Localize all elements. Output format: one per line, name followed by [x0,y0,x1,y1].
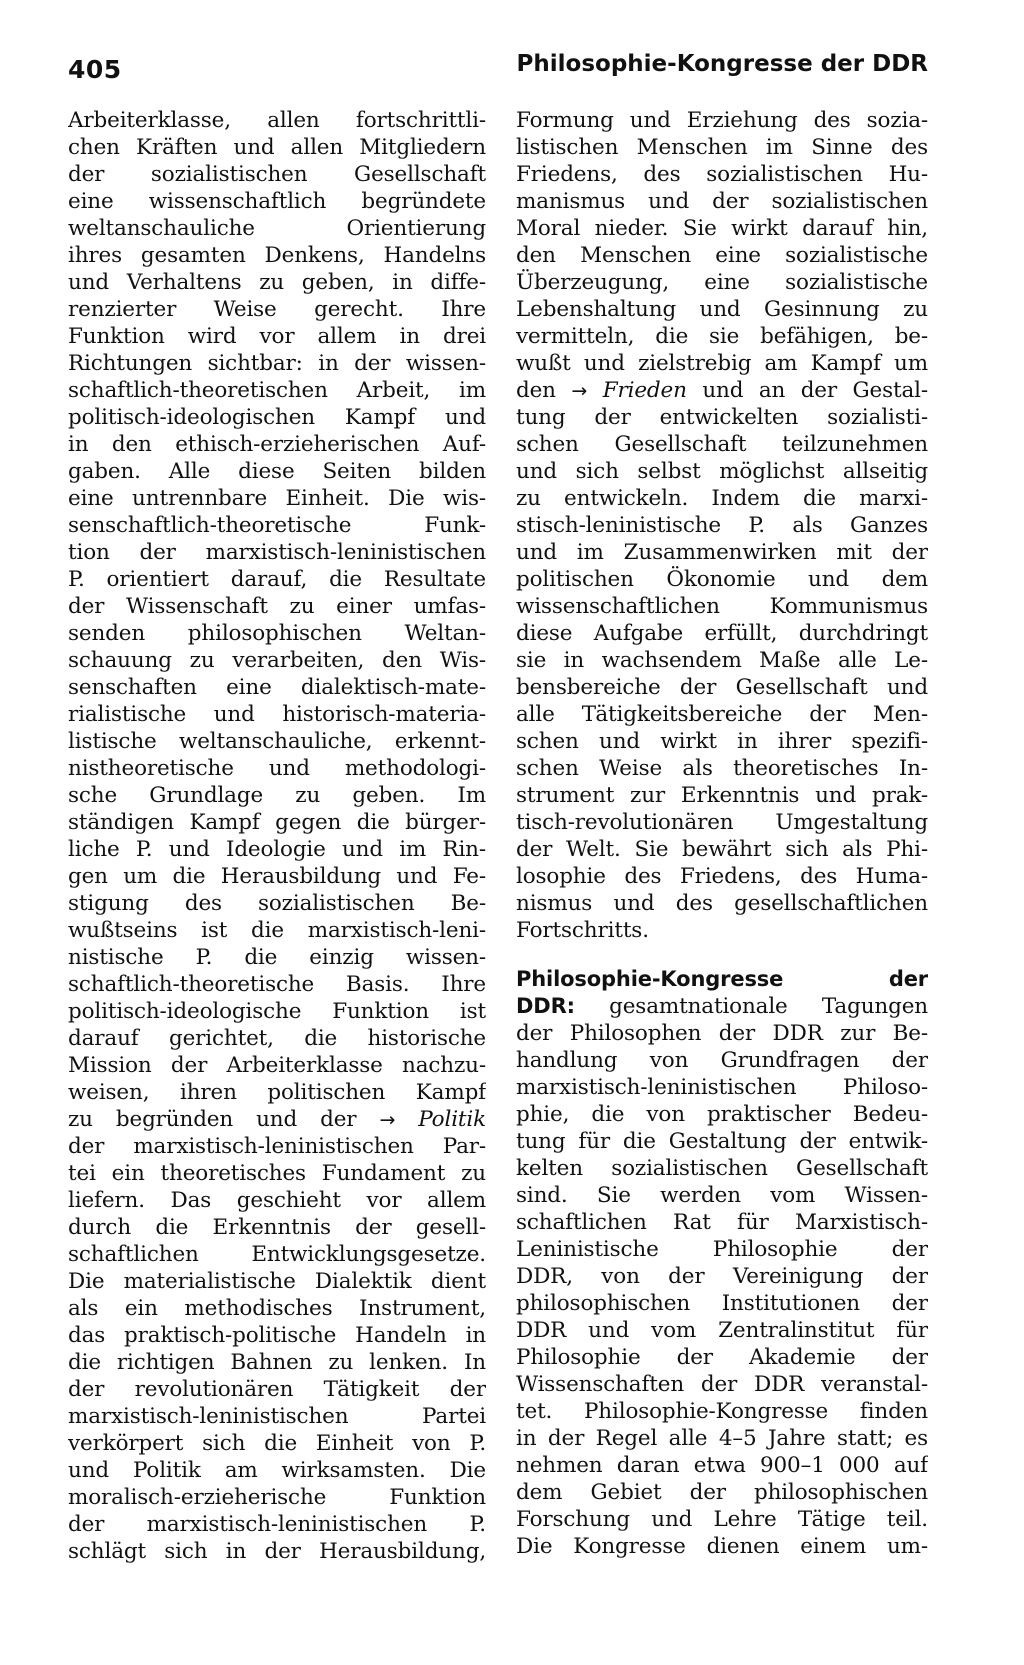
text-line: vermitteln, die sie befähigen, be- [516,324,928,349]
text-line: politisch-ideologische Funktion ist [68,999,486,1024]
text-line-with-xref [68,1106,486,1133]
text-line: senden philosophischen Weltan- [68,621,486,646]
text-line: politisch-ideologischen Kampf und [68,405,486,430]
text-line: nistheoretische und methodologi- [68,756,486,781]
text-line: schen Weise als theoretisches In- [516,756,928,781]
xref-arrow-icon: → [571,380,588,402]
text-line: der sozialistischen Gesellschaft [68,162,486,187]
text-line: der Welt. Sie bewährt sich als Phi- [516,837,928,862]
text-line: tion der marxistisch-leninistischen [68,540,486,565]
text-line: weltanschauliche Orientierung [68,216,486,241]
text-line: losophie des Friedens, des Huma- [516,864,928,889]
text-line: diese Aufgabe erfüllt, durchdringt [516,621,928,646]
text-line: listische weltanschauliche, erkennt- [68,729,486,754]
page-number: 405 [68,55,122,84]
entry-spacer [516,944,928,966]
text-line: bensbereiche der Gesellschaft und [516,675,928,700]
text-line: Friedens, des sozialistischen Hu- [516,162,928,187]
text-line: rialistische und historisch-materia- [68,702,486,727]
text-line: zu entwickeln. Indem die marxi- [516,486,928,511]
text-line: handlung von Grundfragen der [516,1048,928,1073]
text-line: tet. Philosophie-Kongresse finden [516,1399,928,1424]
text-line: tei ein theoretisches Fundament zu [68,1161,486,1186]
text-line: gen um die Herausbildung und Fe- [68,864,486,889]
text-line: wissenschaftlichen Kommunismus [516,594,928,619]
text-line: alle Tätigkeitsbereiche der Men- [516,702,928,727]
text-line: als ein methodisches Instrument, [68,1296,486,1321]
text-line: schen und wirkt in ihrer spezifi- [516,729,928,754]
text-line: eine wissenschaftlich begründete [68,189,486,214]
text-line: Formung und Erziehung des sozia- [516,108,928,133]
text-line: Die materialistische Dialektik dient [68,1269,486,1294]
text-line: marxistisch-leninistischen Partei [68,1404,486,1429]
text-line: kelten sozialistischen Gesellschaft [516,1156,928,1181]
text-line: eine untrennbare Einheit. Die wis- [68,486,486,511]
text-line: wußtseins ist die marxistisch-leni- [68,918,486,943]
text-line: listischen Menschen im Sinne des [516,135,928,160]
text-line: Forschung und Lehre Tätige teil. [516,1507,928,1532]
text-line: nistische P. die einzig wissen- [68,945,486,970]
text-line: Leninistische Philosophie der [516,1237,928,1262]
text-line: verkörpert sich die Einheit von P. [68,1431,486,1456]
text-line: und sich selbst möglichst allseitig [516,459,928,484]
text-line: moralisch-erzieherische Funktion [68,1485,486,1510]
text-line: der marxistisch-leninistischen P. [68,1512,486,1537]
text-line: senschaften eine dialektisch-mate- [68,675,486,700]
text-line: und im Zusammenwirken mit der [516,540,928,565]
text-line: tisch-revolutionären Umgestaltung [516,810,928,835]
text-line: schauung zu verarbeiten, den Wis- [68,648,486,673]
text-segment: den [516,378,556,403]
text-line: dem Gebiet der philosophischen [516,1480,928,1505]
text-line: P. orientiert darauf, die Resultate [68,567,486,592]
text-line: chen Kräften und allen Mitgliedern [68,135,486,160]
text-line: schlägt sich in der Herausbildung, [68,1539,486,1564]
text-line: stisch-leninistische P. als Ganzes [516,513,928,538]
text-line: schaftlich-theoretischen Arbeit, im [68,378,486,403]
text-line: Funktion wird vor allem in drei [68,324,486,349]
text-line-with-xref [516,377,928,404]
text-line: DDR, von der Vereinigung der [516,1264,928,1289]
text-line: in den ethisch-erzieherischen Auf- [68,432,486,457]
text-line: schaftlichen Rat für Marxistisch- [516,1210,928,1235]
text-line: phie, die von praktischer Bedeu- [516,1102,928,1127]
text-line: das praktisch-politische Handeln in [68,1323,486,1348]
text-line: der marxistisch-leninistischen Par- [68,1134,486,1159]
text-segment: zu begründen und der [68,1107,357,1132]
text-line: der revolutionären Tätigkeit der [68,1377,486,1402]
xref-politik[interactable]: Politik [418,1107,486,1132]
text-line: senschaftlich-theoretische Funk- [68,513,486,538]
text-line: gaben. Alle diese Seiten bilden [68,459,486,484]
entry-headword: Philosophie-Kongresse der [516,967,928,991]
entry-first-line [516,993,928,1020]
text-line: philosophischen Institutionen der [516,1291,928,1316]
text-line: und Verhaltens zu geben, in diffe- [68,270,486,295]
text-line: Überzeugung, eine sozialistische [516,270,928,295]
text-line: schaftlich-theoretische Basis. Ihre [68,972,486,997]
text-line: Philosophie der Akademie der [516,1345,928,1370]
running-head: Philosophie-Kongresse der DDR [516,51,928,77]
text-line: die richtigen Bahnen zu lenken. In [68,1350,486,1375]
text-line: in der Regel alle 4–5 Jahre statt; es [516,1426,928,1451]
text-line: Moral nieder. Sie wirkt darauf hin, [516,216,928,241]
text-line: Fortschritts. [516,918,649,943]
text-line: wußt und zielstrebig am Kampf um [516,351,928,376]
text-line: Mission der Arbeiterklasse nachzu- [68,1053,486,1078]
text-line: schen Gesellschaft teilzunehmen [516,432,928,457]
text-line: Die Kongresse dienen einem um- [516,1534,928,1559]
text-line: renzierter Weise gerecht. Ihre [68,297,486,322]
text-line: sche Grundlage zu geben. Im [68,783,486,808]
entry-headword-continued: DDR: [516,994,575,1018]
text-line: nismus und des gesellschaftlichen [516,891,928,916]
text-line: politischen Ökonomie und dem [516,567,928,592]
xref-arrow-icon: → [379,1109,396,1131]
text-line: Arbeiterklasse, allen fortschrittli- [68,108,486,133]
text-line: Lebenshaltung und Gesinnung zu [516,297,928,322]
text-line: ständigen Kampf gegen die bürger- [68,810,486,835]
text-line: Richtungen sichtbar: in der wissen- [68,351,486,376]
text-line: Wissenschaften der DDR veranstal- [516,1372,928,1397]
text-line: stigung des sozialistischen Be- [68,891,486,916]
text-line: nehmen daran etwa 900–1 000 auf [516,1453,928,1478]
right-column [516,107,928,1560]
text-line: sind. Sie werden vom Wissen- [516,1183,928,1208]
text-line: der Wissenschaft zu einer umfas- [68,594,486,619]
text-line: durch die Erkenntnis der gesell- [68,1215,486,1240]
text-line: marxistisch-leninistischen Philoso- [516,1075,928,1100]
text-line: schaftlichen Entwicklungsgesetze. [68,1242,486,1267]
text-line: liefern. Das geschieht vor allem [68,1188,486,1213]
text-segment: gesamtnationale Tagungen [609,994,928,1019]
text-line: strument zur Erkenntnis und prak- [516,783,928,808]
text-line: tung der entwickelten sozialisti- [516,405,928,430]
xref-frieden[interactable]: Frieden [602,378,687,403]
text-segment: und an der Gestal- [702,378,928,403]
text-line: und Politik am wirksamsten. Die [68,1458,486,1483]
text-line: weisen, ihren politischen Kampf [68,1080,486,1105]
text-line: der Philosophen der DDR zur Be- [516,1021,928,1046]
text-line: manismus und der sozialistischen [516,189,928,214]
text-line: sie in wachsendem Maße alle Le- [516,648,928,673]
left-column [68,107,486,1565]
text-line: liche P. und Ideologie und im Rin- [68,837,486,862]
text-line: darauf gerichtet, die historische [68,1026,486,1051]
text-line: ihres gesamten Denkens, Handelns [68,243,486,268]
text-line: DDR und vom Zentralinstitut für [516,1318,928,1343]
text-line: den Menschen eine sozialistische [516,243,928,268]
text-line: tung für die Gestaltung der entwik- [516,1129,928,1154]
